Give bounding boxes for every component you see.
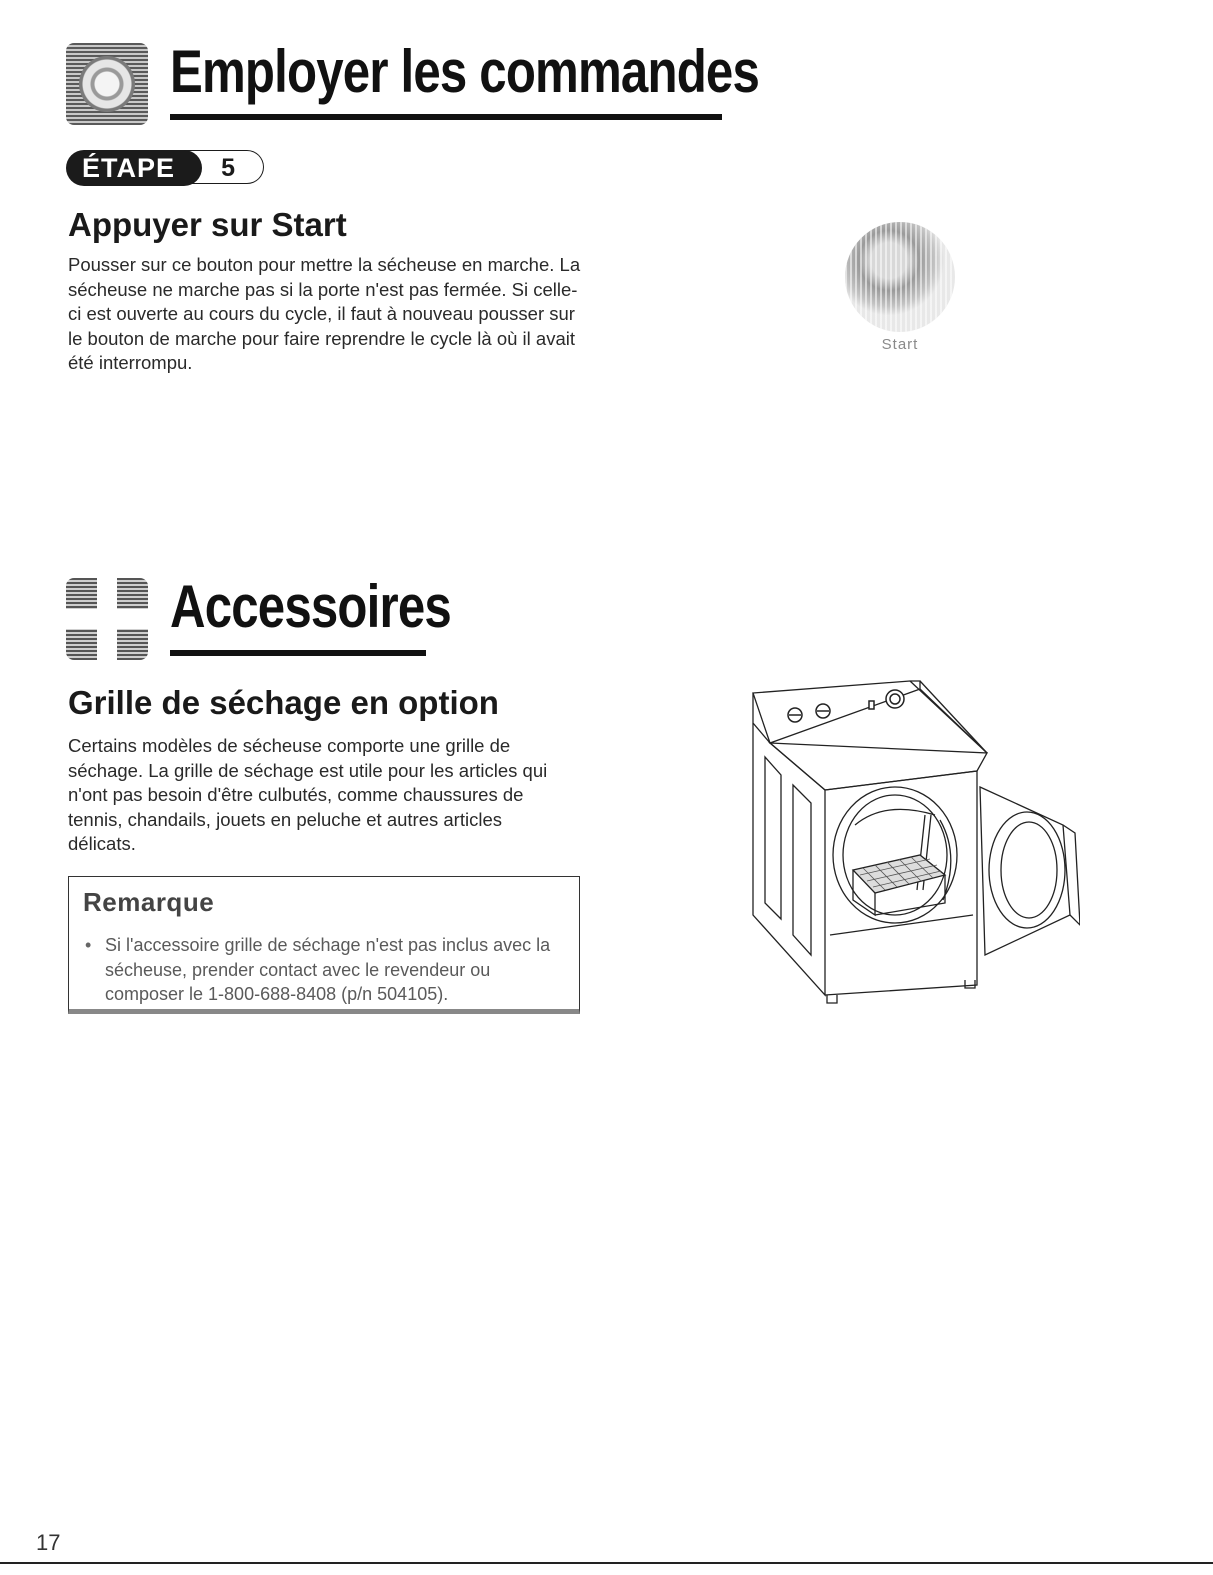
- dial-icon: [66, 43, 148, 125]
- section-title-controls: Employer les commandes: [170, 38, 760, 105]
- page-number: 17: [36, 1530, 61, 1555]
- note-bullet: •: [85, 935, 92, 955]
- section-rule-accessories: [170, 650, 426, 656]
- rack-heading: Grille de séchage en option: [68, 684, 499, 721]
- bottom-rule: [0, 1562, 1213, 1564]
- start-button-label: Start: [881, 336, 919, 353]
- start-button-illustration: [845, 222, 955, 332]
- section-rule-controls: [170, 114, 722, 120]
- note-text: Si l'accessoire grille de séchage n'est pas inclus avec la sécheuse, prender contact avec le revendeur ou composer le 1-800-688-8408 (p/n 504105).: [105, 935, 551, 1004]
- step-badge-label: ÉTAPE: [66, 150, 202, 186]
- start-heading: Appuyer sur Start: [68, 206, 347, 243]
- note-title: Remarque: [83, 887, 215, 917]
- step-number: 5: [184, 150, 264, 184]
- start-body: Pousser sur ce bouton pour mettre la sécheuse en marche. La sécheuse ne marche pas si la porte n'est pas fermée. Si celle-ci est ouverte au cours du cycle, il faut à nouveau pousser sur le bouton de marche pour faire reprendre le cycle là où il avait été interrompu.: [68, 254, 581, 373]
- note-box: [68, 876, 580, 1014]
- step-badge: [66, 150, 266, 186]
- rack-body: Certains modèles de sécheuse comporte une grille de séchage. La grille de séchage est utile pour les articles qui n'ont pas besoin d'être culbutés, comme chaussures de tennis, chandails, jouets en peluche et autres articles délicats.: [68, 735, 548, 854]
- plus-cross-icon: [66, 578, 148, 660]
- dryer-with-rack-illustration: [745, 675, 1080, 1005]
- section-title-accessories: Accessoires: [170, 573, 451, 640]
